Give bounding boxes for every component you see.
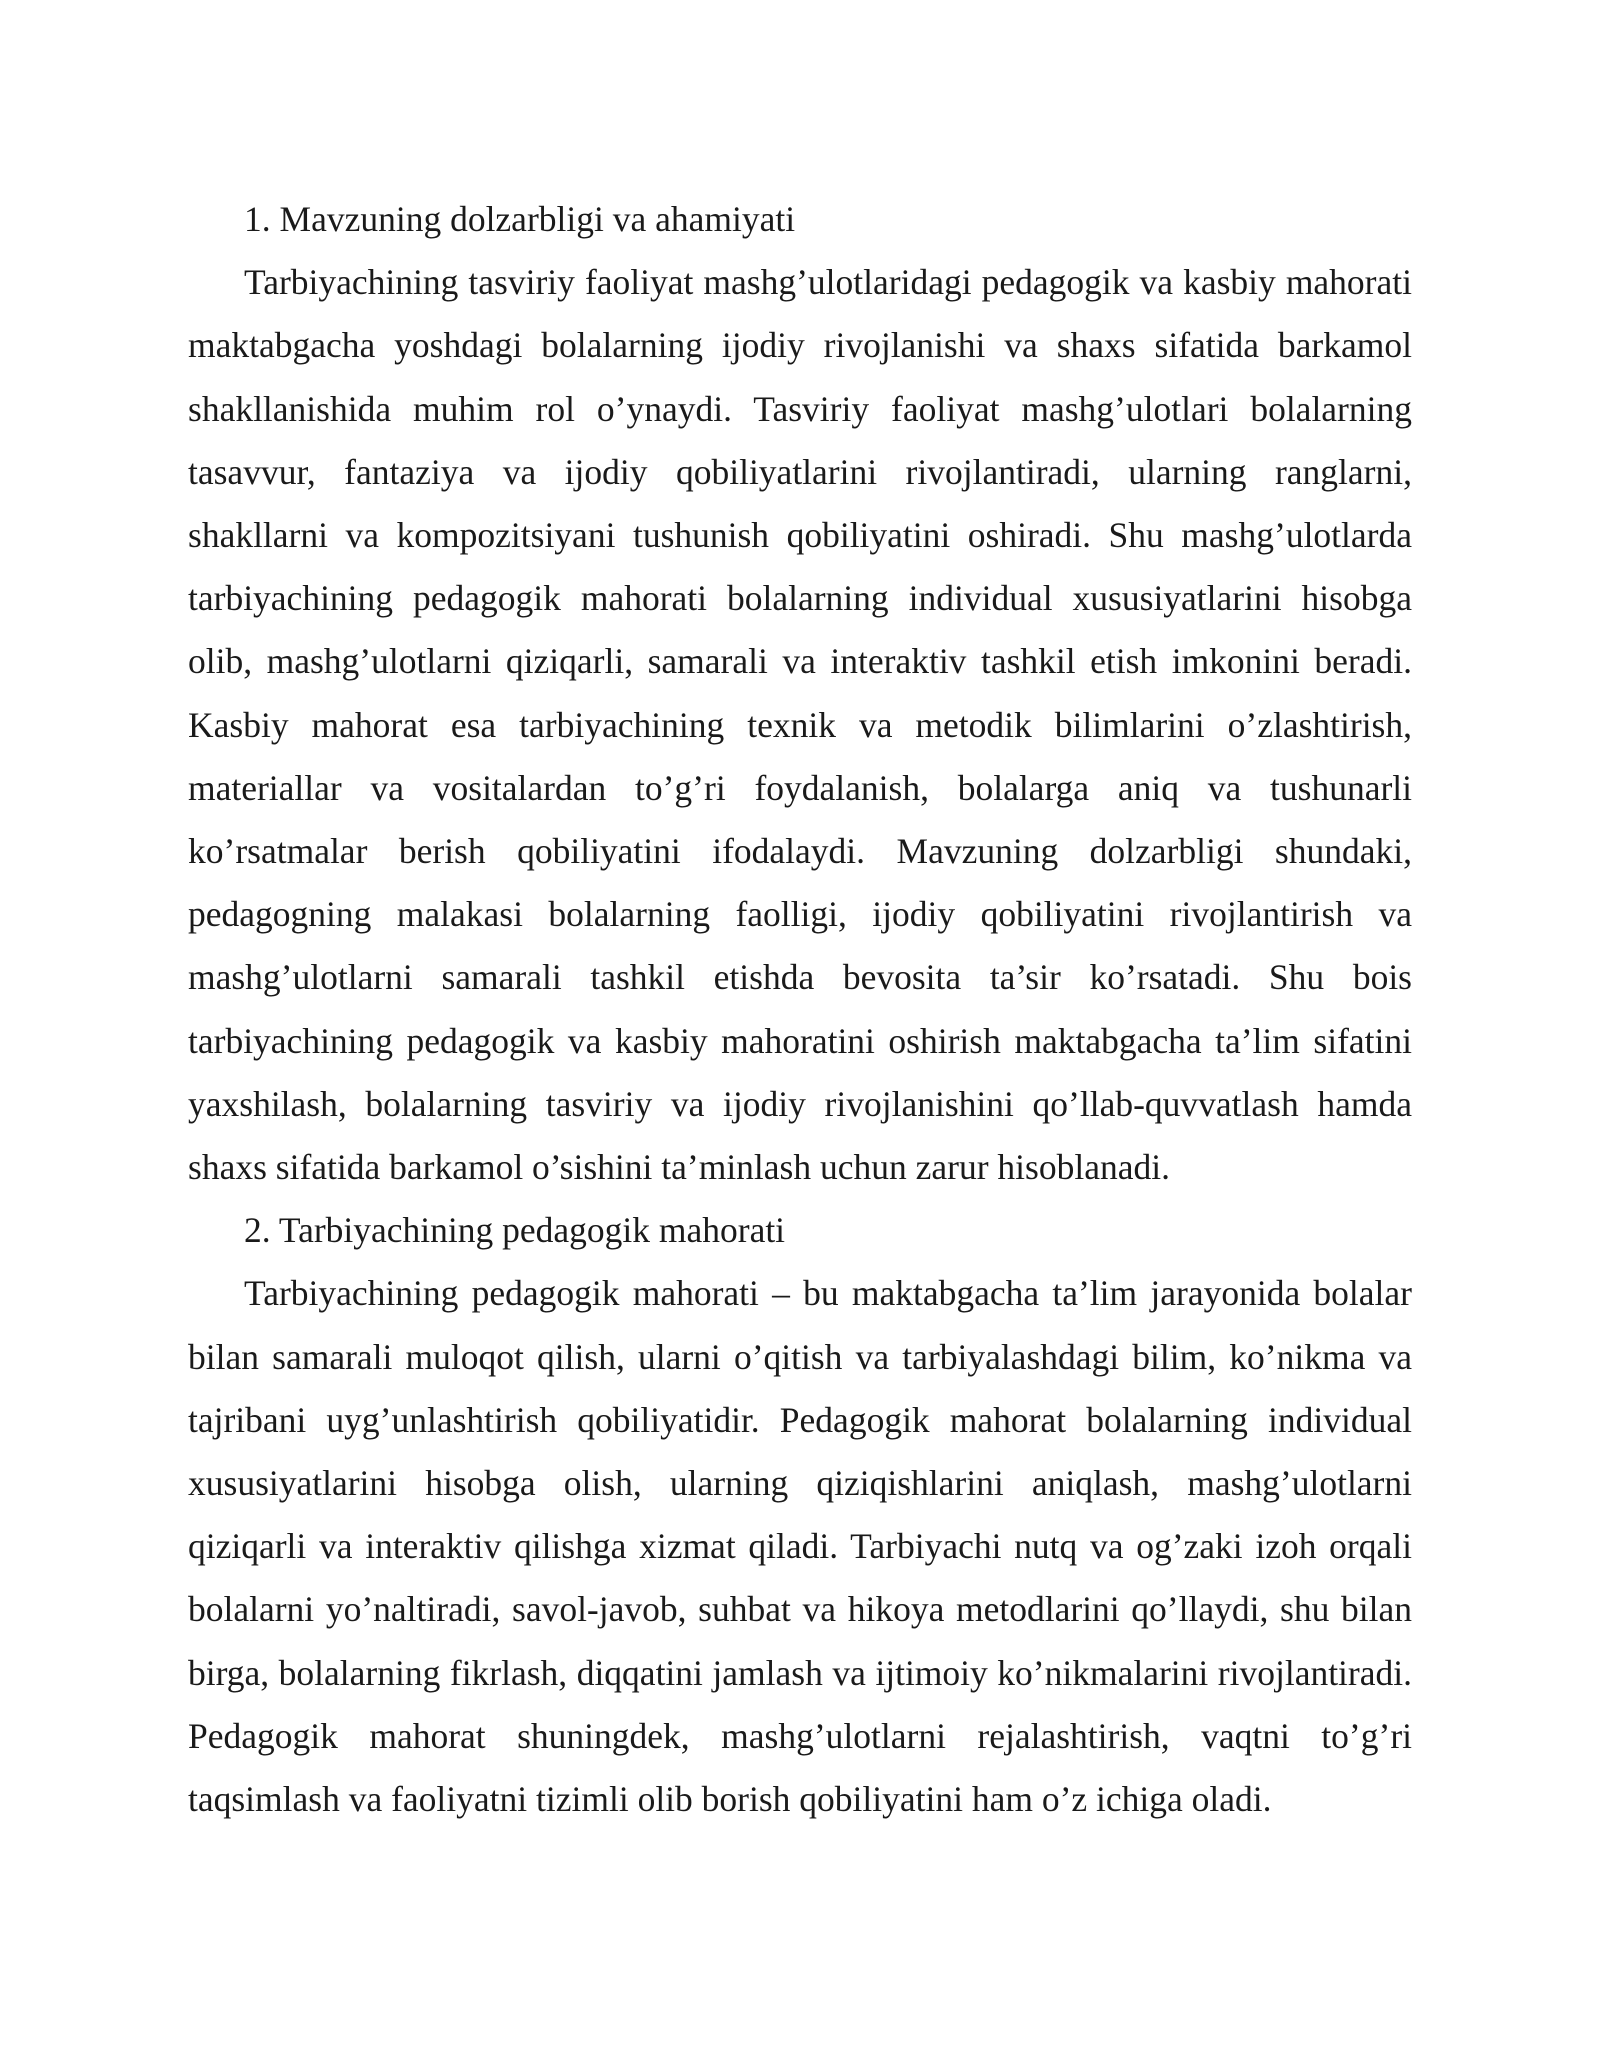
- section-heading: 1. Mavzuning dolzarbligi va ahamiyati: [244, 199, 796, 239]
- section-heading: 2. Tarbiyachining pedagogik mahorati: [244, 1210, 786, 1251]
- section-paragraph: Tarbiyachining pedagogik mahorati – bu maktabgacha ta’lim jarayonida bolalar bilan samarali muloqot qilish, ularni o’qitish va tarbiyalashdagi bilim, ko’nikma va tajribani uyg’unlashtirish qobiliyatidir. Pedagogik mahorat bolalarning individual xususiyatlarini hisobga olish, ularning qiziqishlarini aniqlash, mashg’ulotlarni qiziqarli va interaktiv qilishga xizmat qiladi. Tarbiyachi nutq va og’zaki izoh orqali bolalarni yo’naltiradi, savol-javob, suhbat va hikoya metodlarini qo’llaydi, shu bilan birga, bolalarning fikrlash, diqqatini jamlash va ijtimoiy ko’nikmalarini rivojlantiradi. Pedagogik mahorat shuningdek, mashg’ulotlarni rejalashtirish, vaqtni to’g’ri taqsimlash va faoliyatni tizimli olib borish qobiliyatini ham o’z ichiga oladi.: [188, 1273, 1412, 1820]
- section-relevance: [188, 188, 1412, 1199]
- section-pedagogical-skill: [188, 1199, 1412, 1831]
- section-paragraph: Tarbiyachining tasviriy faoliyat mashg’ulotlaridagi pedagogik va kasbiy mahorati maktabgacha yoshdagi bolalarning ijodiy rivojlanishi va shaxs sifatida barkamol shakllanishida muhim rol o’ynaydi. Tasviriy faoliyat mashg’ulotlari bolalarning tasavvur, fantaziya va ijodiy qobiliyatlarini rivojlantiradi, ularning ranglarni, shakllarni va kompozitsiyani tushunish qobiliyatini oshiradi. Shu mashg’ulotlarda tarbiyachining pedagogik mahorati bolalarning individual xususiyatlarini hisobga olib, mashg’ulotlarni qiziqarli, samarali va interaktiv tashkil etish imkonini beradi. Kasbiy mahorat esa tarbiyachining texnik va metodik bilimlarini o’zlashtirish, materiallar va vositalardan to’g’ri foydalanish, bolalarga aniq va tushunarli ko’rsatmalar berish qobiliyatini ifodalaydi. Mavzuning dolzarbligi shundaki, pedagogning malakasi bolalarning faolligi, ijodiy qobiliyatini rivojlantirish va mashg’ulotlarni samarali tashkil etishda bevosita ta’sir ko’rsatadi. Shu bois tarbiyachining pedagogik va kasbiy mahoratini oshirish maktabgacha ta’lim sifatini yaxshilash, bolalarning tasviriy va ijodiy rivojlanishini qo’llab-quvvatlash hamda shaxs sifatida barkamol o’sishini ta’minlash uchun zarur hisoblanadi.: [188, 262, 1412, 1188]
